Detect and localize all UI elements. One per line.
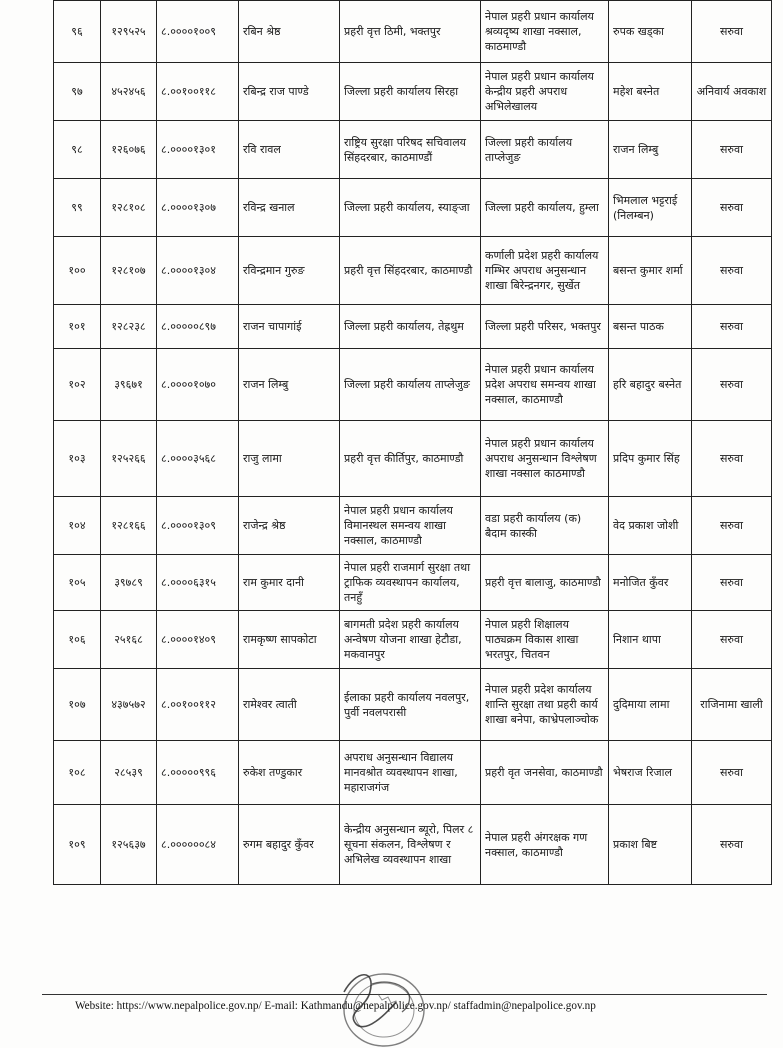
- replacement-officer-cell: बसन्त कुमार शर्मा: [609, 237, 692, 305]
- employee-name-cell: रबिन श्रेष्ठ: [239, 1, 340, 63]
- employee-id-cell: १२८२३८: [101, 305, 157, 349]
- table-row: [54, 121, 772, 179]
- employee-name-cell: रुगम बहादुर कुँवर: [239, 805, 340, 885]
- footer-website: Website: https://www.nepalpolice.gov.np/ E-mail: Kathmandu@nepalpolice.gov.np/ staffadmin@nepalpolice.gov.np: [75, 1000, 596, 1012]
- serial-number-cell: १०५: [54, 555, 101, 611]
- table-row: [54, 805, 772, 885]
- current-office-cell: जिल्ला प्रहरी कार्यालय सिरहा: [340, 63, 481, 121]
- transfer-office-cell: प्रहरी वृत्त बालाजु, काठमाण्डौ: [481, 555, 609, 611]
- serial-number-cell: १०१: [54, 305, 101, 349]
- employee-id-cell: १२५६३७: [101, 805, 157, 885]
- replacement-officer-cell: निशान थापा: [609, 611, 692, 669]
- transfer-office-cell: जिल्ला प्रहरी कार्यालय, हुम्ला: [481, 179, 609, 237]
- replacement-officer-cell: राजन लिम्बु: [609, 121, 692, 179]
- transfer-office-cell: जिल्ला प्रहरी परिसर, भक्तपुर: [481, 305, 609, 349]
- table-row: [54, 497, 772, 555]
- employee-name-cell: राजन लिम्बु: [239, 349, 340, 421]
- serial-number-cell: १०६: [54, 611, 101, 669]
- employee-name-cell: राजु लामा: [239, 421, 340, 497]
- employee-name-cell: रुकेश तण्डुकार: [239, 741, 340, 805]
- employee-name-cell: रामेश्वर त्वाती: [239, 669, 340, 741]
- employee-id-cell: १२८१०७: [101, 237, 157, 305]
- code-number-cell: ८.०००००९९६: [157, 741, 239, 805]
- table-row: [54, 349, 772, 421]
- replacement-officer-cell: हरि बहादुर बस्नेत: [609, 349, 692, 421]
- serial-number-cell: १०२: [54, 349, 101, 421]
- current-office-cell: जिल्ला प्रहरी कार्यालय, स्याङ्जा: [340, 179, 481, 237]
- employee-name-cell: राजन चापागांई: [239, 305, 340, 349]
- replacement-officer-cell: भिमलाल भट्टराई (निलम्बन): [609, 179, 692, 237]
- serial-number-cell: ९६: [54, 1, 101, 63]
- remark-cell: अनिवार्य अवकाश: [692, 63, 772, 121]
- current-office-cell: प्रहरी वृत्त ठिमी, भक्तपुर: [340, 1, 481, 63]
- employee-name-cell: राजेन्द्र श्रेष्ठ: [239, 497, 340, 555]
- serial-number-cell: १०३: [54, 421, 101, 497]
- remark-cell: सरुवा: [692, 555, 772, 611]
- remark-cell: सरुवा: [692, 179, 772, 237]
- code-number-cell: ८.००००६३१५: [157, 555, 239, 611]
- employee-id-cell: २८५३९: [101, 741, 157, 805]
- table-row: [54, 555, 772, 611]
- employee-id-cell: १२९५२५: [101, 1, 157, 63]
- serial-number-cell: १०९: [54, 805, 101, 885]
- replacement-officer-cell: दुदिमाया लामा: [609, 669, 692, 741]
- serial-number-cell: १०८: [54, 741, 101, 805]
- table-row: [54, 669, 772, 741]
- serial-number-cell: ९८: [54, 121, 101, 179]
- code-number-cell: ८.००१००११२: [157, 669, 239, 741]
- transfer-office-cell: नेपाल प्रहरी प्रधान कार्यालय प्रदेश अपराध समन्वय शाखा नक्साल, काठमाण्डौ: [481, 349, 609, 421]
- current-office-cell: नेपाल प्रहरी राजमार्ग सुरक्षा तथा ट्राफिक व्यवस्थापन कार्यालय, तनहुँ: [340, 555, 481, 611]
- employee-name-cell: रबिन्द्र राज पाण्डे: [239, 63, 340, 121]
- code-number-cell: ८.००००१००९: [157, 1, 239, 63]
- remark-cell: सरुवा: [692, 741, 772, 805]
- remark-cell: सरुवा: [692, 305, 772, 349]
- employee-id-cell: १२८१०८: [101, 179, 157, 237]
- transfer-office-cell: नेपाल प्रहरी प्रधान कार्यालय केन्द्रीय प्रहरी अपराध अभिलेखालय: [481, 63, 609, 121]
- table-row: [54, 421, 772, 497]
- transfer-table: [53, 0, 772, 885]
- code-number-cell: ८.००००१०७०: [157, 349, 239, 421]
- transfer-office-cell: जिल्ला प्रहरी कार्यालय ताप्लेजुङ: [481, 121, 609, 179]
- employee-id-cell: १२८१६६: [101, 497, 157, 555]
- current-office-cell: राष्ट्रिय सुरक्षा परिषद सचिवालय सिंहदरबार, काठमाण्डौं: [340, 121, 481, 179]
- current-office-cell: बागमती प्रदेश प्रहरी कार्यालय अन्वेषण योजना शाखा हेटौडा, मकवानपुर: [340, 611, 481, 669]
- table-row: [54, 1, 772, 63]
- current-office-cell: प्रहरी वृत्त सिंहदरबार, काठमाण्डौ: [340, 237, 481, 305]
- code-number-cell: ८.०००००८९७: [157, 305, 239, 349]
- remark-cell: सरुवा: [692, 805, 772, 885]
- employee-id-cell: २५१६८: [101, 611, 157, 669]
- replacement-officer-cell: वेद प्रकाश जोशी: [609, 497, 692, 555]
- employee-name-cell: रामकृष्ण सापकोटा: [239, 611, 340, 669]
- table-row: [54, 741, 772, 805]
- transfer-office-cell: कर्णाली प्रदेश प्रहरी कार्यालय गम्भिर अपराध अनुसन्धान शाखा बिरेन्द्रनगर, सुर्खेत: [481, 237, 609, 305]
- serial-number-cell: १००: [54, 237, 101, 305]
- current-office-cell: जिल्ला प्रहरी कार्यालय ताप्लेजुङ: [340, 349, 481, 421]
- employee-name-cell: राम कुमार दानी: [239, 555, 340, 611]
- official-seal-stamp: [326, 962, 436, 1048]
- remark-cell: सरुवा: [692, 497, 772, 555]
- serial-number-cell: १०४: [54, 497, 101, 555]
- transfer-office-cell: नेपाल प्रहरी अंगरक्षक गण नक्साल, काठमाण्डौ: [481, 805, 609, 885]
- employee-id-cell: ३९७८९: [101, 555, 157, 611]
- current-office-cell: जिल्ला प्रहरी कार्यालय, तेह्रथुम: [340, 305, 481, 349]
- current-office-cell: अपराध अनुसन्धान विद्यालय मानवश्रोत व्यवस्थापन शाखा, महाराजगंज: [340, 741, 481, 805]
- replacement-officer-cell: मनोजित कुँवर: [609, 555, 692, 611]
- transfer-office-cell: नेपाल प्रहरी प्रदेश कार्यालय शान्ति सुरक्षा तथा प्रहरी कार्य शाखा बनेपा, काभ्रेपलाञ्चोक: [481, 669, 609, 741]
- employee-name-cell: रविन्द्रमान गुरुङ: [239, 237, 340, 305]
- table-row: [54, 63, 772, 121]
- replacement-officer-cell: बसन्त पाठक: [609, 305, 692, 349]
- code-number-cell: ८.००००१३०७: [157, 179, 239, 237]
- employee-id-cell: ३९६७१: [101, 349, 157, 421]
- employee-id-cell: १२५२६६: [101, 421, 157, 497]
- table-row: [54, 237, 772, 305]
- remark-cell: सरुवा: [692, 237, 772, 305]
- remark-cell: सरुवा: [692, 121, 772, 179]
- replacement-officer-cell: भेषराज रिजाल: [609, 741, 692, 805]
- table-row: [54, 611, 772, 669]
- current-office-cell: ईलाका प्रहरी कार्यालय नवलपुर, पुर्वी नवलपरासी: [340, 669, 481, 741]
- remark-cell: सरुवा: [692, 421, 772, 497]
- employee-id-cell: ४३७५७२: [101, 669, 157, 741]
- code-number-cell: ८.००००३५६८: [157, 421, 239, 497]
- remark-cell: सरुवा: [692, 349, 772, 421]
- transfer-office-cell: वडा प्रहरी कार्यालय (क) बैदाम कास्की: [481, 497, 609, 555]
- transfer-office-cell: प्रहरी वृत जनसेवा, काठमाण्डौ: [481, 741, 609, 805]
- table-row: [54, 179, 772, 237]
- current-office-cell: प्रहरी वृत्त कीर्तिपुर, काठमाण्डौ: [340, 421, 481, 497]
- serial-number-cell: १०७: [54, 669, 101, 741]
- table-row: [54, 305, 772, 349]
- replacement-officer-cell: प्रकाश बिष्ट: [609, 805, 692, 885]
- code-number-cell: ८.००१००११८: [157, 63, 239, 121]
- employee-name-cell: रवि रावल: [239, 121, 340, 179]
- code-number-cell: ८.००००००८४: [157, 805, 239, 885]
- remark-cell: सरुवा: [692, 611, 772, 669]
- remark-cell: सरुवा: [692, 1, 772, 63]
- replacement-officer-cell: प्रदिप कुमार सिंह: [609, 421, 692, 497]
- code-number-cell: ८.००००१४०९: [157, 611, 239, 669]
- current-office-cell: केन्द्रीय अनुसन्धान ब्यूरो, पिलर ८ सूचना संकलन, विश्लेषण र अभिलेख व्यवस्थापन शाखा: [340, 805, 481, 885]
- employee-id-cell: १२६०७६: [101, 121, 157, 179]
- code-number-cell: ८.००००१३०१: [157, 121, 239, 179]
- replacement-officer-cell: महेश बस्नेत: [609, 63, 692, 121]
- remark-cell: राजिनामा खाली: [692, 669, 772, 741]
- employee-id-cell: ४५२४५६: [101, 63, 157, 121]
- code-number-cell: ८.००००१३०४: [157, 237, 239, 305]
- transfer-office-cell: नेपाल प्रहरी शिक्षालय पाठ्यक्रम विकास शाखा भरतपुर, चितवन: [481, 611, 609, 669]
- transfer-office-cell: नेपाल प्रहरी प्रधान कार्यालय श्रव्यदृष्य शाखा नक्साल, काठमाण्डौ: [481, 1, 609, 63]
- replacement-officer-cell: रुपक खड्का: [609, 1, 692, 63]
- current-office-cell: नेपाल प्रहरी प्रधान कार्यालय विमानस्थल समन्वय शाखा नक्साल, काठमाण्डौ: [340, 497, 481, 555]
- serial-number-cell: ९७: [54, 63, 101, 121]
- serial-number-cell: ९९: [54, 179, 101, 237]
- transfer-office-cell: नेपाल प्रहरी प्रधान कार्यालय अपराध अनुसन्धान विश्लेषण शाखा नक्साल काठमाण्डौ: [481, 421, 609, 497]
- employee-name-cell: रविन्द्र खनाल: [239, 179, 340, 237]
- code-number-cell: ८.००००१३०९: [157, 497, 239, 555]
